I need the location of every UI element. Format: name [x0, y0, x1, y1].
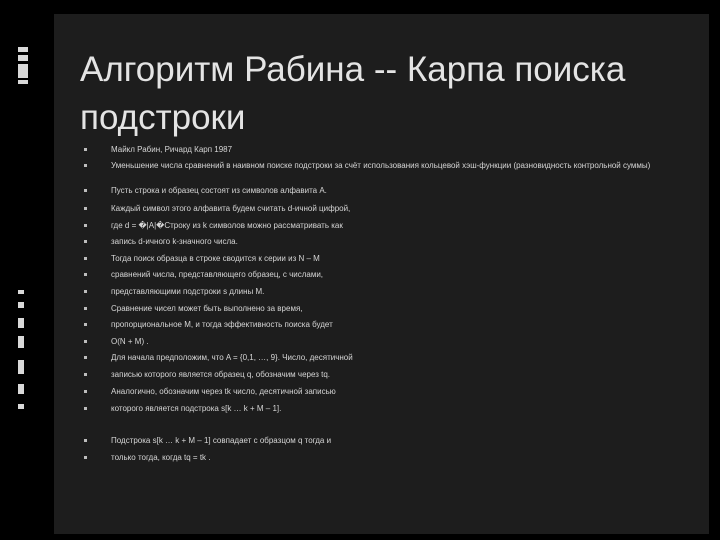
bullet-text: Тогда поиск образца в строке сводится к серии из N – M [111, 254, 320, 263]
bullet-text: записью которого является образец q, обозначим через tq. [111, 370, 331, 379]
bullet-text: O(N + M) . [111, 337, 149, 346]
bullet-text: сравнений числа, представляющего образец, с числами, [111, 270, 324, 279]
slide-title: Алгоритм Рабина -- Карпа поиска подстроки [80, 50, 626, 137]
bullet-marker [84, 439, 87, 442]
bullet-text: только тогда, когда tq = tk . [111, 453, 211, 462]
bullet-marker [84, 407, 87, 410]
bullet-text: Для начала предположим, что A = {0,1, …, 9}. Число, десятичной [111, 353, 353, 362]
bullet-marker [84, 373, 87, 376]
bullet-text: Аналогично, обозначим через tk число, десятичной записью [111, 387, 336, 396]
bullet-text: Сравнение чисел может быть выполнено за время, [111, 304, 303, 313]
bullet-marker [84, 340, 87, 343]
bullet-marker [84, 189, 87, 192]
bullet-text: представляющими подстроки s длины M. [111, 287, 265, 296]
bullet-marker [84, 456, 87, 459]
bullet-text: Пусть строка и образец состоят из символов алфавита A. [111, 186, 327, 195]
bullet-marker [84, 323, 87, 326]
bullet-marker [84, 356, 87, 359]
bullet-text: где d = �|A|�Строку из k символов можно рассматривать как [111, 221, 343, 230]
bullet-marker [84, 390, 87, 393]
bullet-text: запись d-ичного k-значного числа. [111, 237, 238, 246]
bullet-text: Каждый символ этого алфавита будем считать d-ичной цифрой, [111, 204, 351, 213]
bullet-text: которого является подстрока s[k … k + M – 1]. [111, 404, 282, 413]
bullet-marker [84, 273, 87, 276]
bullet-text: Уменьшение числа сравнений в наивном поиске подстроки за счёт использования кольцевой хэш-функции (разновидность контрольной суммы) [111, 161, 651, 170]
bullet-marker [84, 164, 87, 167]
bullet-marker [84, 290, 87, 293]
bullet-marker [84, 240, 87, 243]
bullet-text: Майкл Рабин, Ричард Карп 1987 [111, 145, 233, 154]
bullet-marker [84, 224, 87, 227]
bullet-marker [84, 257, 87, 260]
bullet-text: Подстрока s[k … k + M – 1] совпадает с образцом q тогда и [111, 436, 332, 445]
bullet-text: пропорциональное M, и тогда эффективность поиска будет [111, 320, 333, 329]
bullet-marker [84, 148, 87, 151]
bullet-marker [84, 307, 87, 310]
bullet-marker [84, 207, 87, 210]
